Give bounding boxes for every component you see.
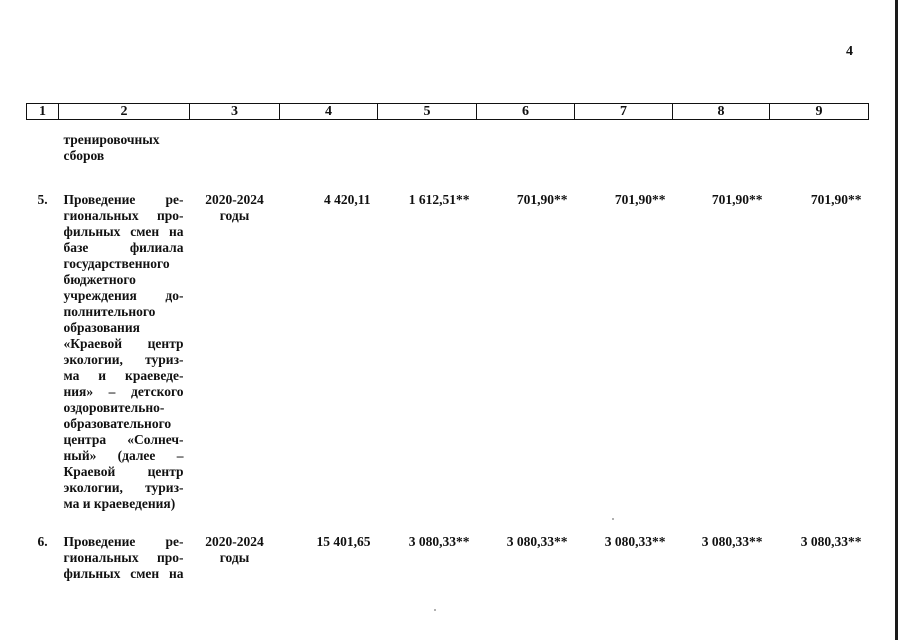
row-year-4: 3 080,33**	[701, 534, 763, 549]
header-cell-3: 3	[190, 104, 280, 120]
description-line: экологии, туриз-	[63, 480, 184, 495]
row-year-5: 701,90**	[810, 192, 862, 207]
header-cell-5: 5	[378, 104, 477, 120]
header-cell-6: 6	[477, 104, 575, 120]
row-number: 6.	[37, 534, 48, 549]
budget-table	[26, 103, 869, 582]
description-line: «Краевой центр	[63, 336, 184, 351]
description-line: сборов	[63, 148, 105, 163]
description-line: Краевой центр	[63, 464, 184, 479]
description-line: ния» – детского	[63, 384, 184, 399]
row-total: 4 420,11	[323, 192, 371, 207]
row-total: 15 401,65	[316, 534, 371, 549]
description-line: ный» (далее –	[63, 448, 184, 463]
row-year-5: 3 080,33**	[800, 534, 862, 549]
description-line: базе филиала	[63, 240, 184, 255]
description-line: гиональных про-	[63, 550, 184, 565]
header-cell-7: 7	[575, 104, 673, 120]
row-year-3: 701,90**	[614, 192, 666, 207]
row-year-2: 701,90**	[516, 192, 568, 207]
row-description	[59, 164, 190, 512]
description-line: Проведение ре-	[63, 192, 184, 207]
description-line: образовательного	[63, 416, 172, 431]
header-cell-2: 2	[59, 104, 190, 120]
continuation-description	[59, 120, 190, 165]
period-line: 2020-2024	[205, 192, 264, 207]
header-cell-4: 4	[280, 104, 378, 120]
continuation-row	[27, 120, 869, 165]
description-line: центра «Солнеч-	[63, 432, 184, 447]
period-line: годы	[219, 550, 250, 565]
row-year-3: 3 080,33**	[604, 534, 666, 549]
page-edge-border	[895, 0, 898, 640]
description-line: Проведение ре-	[63, 534, 184, 549]
description-line: бюджетного	[63, 272, 136, 287]
header-row	[27, 104, 869, 120]
row-year-2: 3 080,33**	[506, 534, 568, 549]
description-line: ма и краеведения)	[63, 496, 176, 511]
period-line: 2020-2024	[205, 534, 264, 549]
description-line: учреждения до-	[63, 288, 184, 303]
row-year-1: 1 612,51**	[408, 192, 470, 207]
scan-speck	[612, 518, 614, 520]
description-line: государственного	[63, 256, 170, 271]
table-row	[27, 164, 869, 512]
description-line: фильных смен на	[63, 224, 184, 239]
description-line: ма и краеведе-	[63, 368, 184, 383]
row-period	[190, 164, 280, 512]
row-year-4: 701,90**	[711, 192, 763, 207]
description-line: фильных смен на	[63, 566, 184, 581]
page-number: 4	[846, 44, 853, 59]
row-description	[59, 512, 190, 582]
row-period	[190, 512, 280, 582]
row-year-1: 3 080,33**	[408, 534, 470, 549]
description-line: экологии, туриз-	[63, 352, 184, 367]
description-line: образования	[63, 320, 140, 335]
description-line: гиональных про-	[63, 208, 184, 223]
scan-speck	[434, 609, 436, 611]
table-row	[27, 512, 869, 582]
header-cell-9: 9	[770, 104, 869, 120]
period-line: годы	[219, 208, 250, 223]
description-line: оздоровительно-	[63, 400, 165, 415]
description-line: полнительного	[63, 304, 156, 319]
row-number: 5.	[37, 192, 48, 207]
header-cell-8: 8	[673, 104, 770, 120]
header-cell-1: 1	[27, 104, 59, 120]
description-line: тренировочных	[63, 132, 160, 147]
